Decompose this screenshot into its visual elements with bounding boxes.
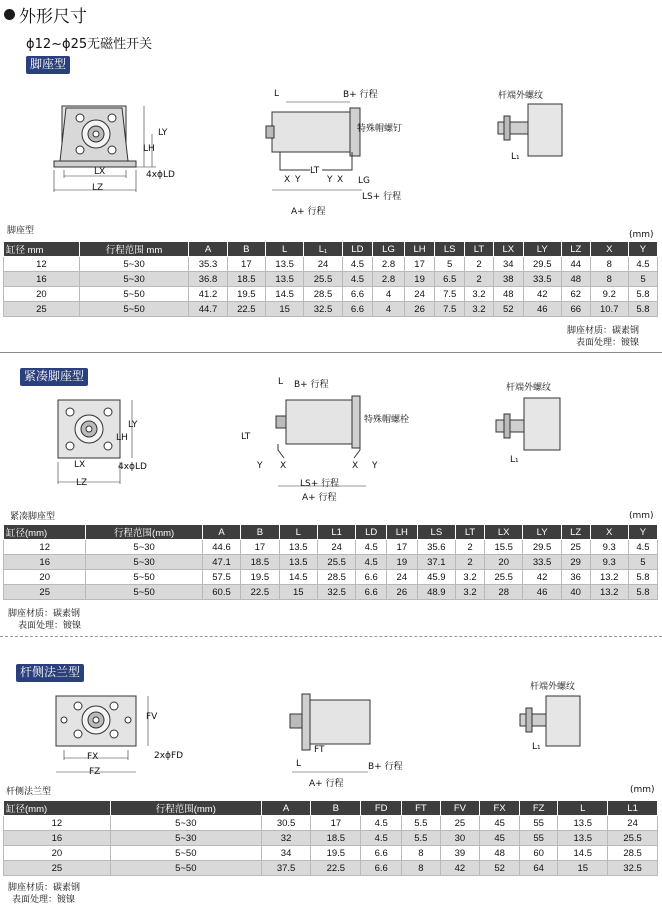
table-cell: 6.6 [342,287,373,302]
foot-caption: 脚座型 [7,226,35,236]
table-cell: 9.2 [590,287,628,302]
table-cell: 47.1 [202,555,240,570]
table-row [4,585,658,600]
table-cell: 6.6 [356,585,387,600]
table-cell: 52 [493,302,523,317]
table-cell: 18.5 [241,555,279,570]
flange-front-view [52,690,162,785]
table-cell: 6.6 [361,861,402,876]
table-cell: 5 [628,272,657,287]
table-cell: 37.1 [417,555,455,570]
table-cell: 15 [279,585,317,600]
table-cell: 44.6 [202,540,240,555]
table-cell: 36 [561,570,590,585]
table-cell: 13.5 [266,257,304,272]
table-cell: 4.5 [342,257,373,272]
table-cell: 5.8 [628,570,657,585]
page-subtitle: ϕ12~ϕ25无磁性开关 [26,37,153,52]
table-cell: 16 [4,555,86,570]
compact-caption: 紧凑脚座型 [10,512,56,522]
table-cell: 16 [4,831,111,846]
table-row [4,272,658,287]
table-cell: 39 [440,846,480,861]
table-cell: 5.8 [628,585,657,600]
table-cell: 22.5 [311,861,361,876]
compact-notes: 脚座材质：碳素钢 表面处理：镀镍 [8,609,82,631]
table-cell: 12 [4,257,80,272]
table-cell: 22.5 [241,585,279,600]
table-cell: 5~30 [79,257,189,272]
table-cell: 25.5 [485,570,523,585]
flange-notes: 脚座材质：碳素钢 表面处理：镀镍 [8,883,81,905]
table-cell: 26 [387,585,418,600]
table-cell: 25 [440,816,480,831]
table-cell: 12 [4,540,86,555]
table-cell: 32.5 [608,861,658,876]
table-cell: 48 [493,287,523,302]
table-cell: 5~50 [110,846,261,861]
flange-badge: 杆侧法兰型 [16,664,84,682]
table-cell: 46 [523,585,561,600]
table-cell: 24 [608,816,658,831]
table-row [4,831,658,846]
table-cell: 45 [480,831,520,846]
table-cell: 8 [402,861,440,876]
table-cell: 44.7 [189,302,227,317]
table-header-row: 缸径(mm) 行程范围(mm) A B L L1 LD LH LS LT LX LY LZ X Y [4,525,658,540]
table-cell: 4 [373,287,405,302]
table-cell: 45.9 [417,570,455,585]
table-cell: 34 [493,257,523,272]
table-cell: 8 [590,272,628,287]
table-cell: 41.2 [189,287,227,302]
table-cell: 37.5 [261,861,311,876]
compact-front-view [48,396,158,486]
table-cell: 6.6 [356,570,387,585]
table-row [4,540,658,555]
table-cell: 33.5 [523,272,561,287]
table-cell: 4.5 [628,257,657,272]
table-cell: 28.5 [608,846,658,861]
table-cell: 2 [465,257,494,272]
table-cell: 62 [561,287,590,302]
table-cell: 8 [590,257,628,272]
table-cell: 4.5 [628,540,657,555]
table-cell: 36.8 [189,272,227,287]
table-cell: 52 [480,861,520,876]
table-cell: 5.5 [402,816,440,831]
table-cell: 48.9 [417,585,455,600]
table-cell: 4 [373,302,405,317]
table-header-row: 缸径 mm 行程范围 mm A B L L₁ LD LG LH LS LT LX LY LZ X Y [4,242,658,257]
table-cell: 28 [485,585,523,600]
table-cell: 32.5 [304,302,342,317]
table-cell: 4.5 [356,540,387,555]
table-row [4,287,658,302]
table-cell: 14.5 [266,287,304,302]
table-cell: 42 [523,570,561,585]
table-cell: 45 [480,816,520,831]
table-row [4,555,658,570]
table-cell: 5 [435,257,465,272]
table-cell: 5~50 [79,287,189,302]
table-cell: 18.5 [311,831,361,846]
bullet-icon [4,9,15,20]
compact-table [3,524,658,600]
table-cell: 13.2 [590,585,628,600]
compact-badge: 紧凑脚座型 [20,368,88,386]
table-cell: 4.5 [356,555,387,570]
table-cell: 60 [519,846,557,861]
table-cell: 15.5 [485,540,523,555]
table-cell: 20 [4,570,86,585]
table-cell: 19 [387,555,418,570]
page-title: 外形尺寸 [4,2,87,27]
table-cell: 4.5 [361,831,402,846]
table-cell: 2 [465,272,494,287]
table-cell: 3.2 [456,585,485,600]
foot-table [3,241,658,317]
table-cell: 25 [4,585,86,600]
table-cell: 24 [317,540,355,555]
table-cell: 13.5 [558,816,608,831]
table-cell: 17 [241,540,279,555]
section-divider [0,352,662,353]
table-cell: 55 [519,816,557,831]
table-cell: 28.5 [304,287,342,302]
table-cell: 26 [404,302,435,317]
table-cell: 10.7 [590,302,628,317]
table-cell: 9.3 [590,555,628,570]
table-cell: 25.5 [317,555,355,570]
flange-thread-detail [516,692,586,752]
table-cell: 32 [261,831,311,846]
table-cell: 5~50 [86,570,202,585]
table-cell: 5~50 [110,861,261,876]
table-cell: 64 [519,861,557,876]
table-cell: 2 [456,540,485,555]
flange-side-view [282,690,392,790]
table-cell: 22.5 [227,302,265,317]
table-cell: 19.5 [311,846,361,861]
table-cell: 9.3 [590,540,628,555]
foot-thread-detail [494,98,574,168]
table-cell: 5 [628,555,657,570]
table-cell: 5~50 [86,585,202,600]
table-cell: 4.5 [342,272,373,287]
table-cell: 55 [519,831,557,846]
table-cell: 14.5 [558,846,608,861]
table-row [4,257,658,272]
table-row [4,302,658,317]
table-cell: 46 [523,302,561,317]
table-cell: 24 [304,257,342,272]
table-cell: 29 [561,555,590,570]
table-cell: 25.5 [304,272,342,287]
table-cell: 20 [485,555,523,570]
table-header-row: 缸径(mm) 行程范围(mm) A B FD FT FV FX FZ L L1 [4,801,658,816]
table-cell: 25.5 [608,831,658,846]
table-cell: 24 [404,287,435,302]
table-cell: 17 [311,816,361,831]
foot-notes: 脚座材质：碳素钢 表面处理：镀镍 [567,326,640,348]
table-cell: 35.3 [189,257,227,272]
table-cell: 3.2 [456,570,485,585]
table-cell: 34 [261,846,311,861]
table-cell: 5~30 [86,555,202,570]
foot-front-view [40,90,200,200]
table-cell: 18.5 [227,272,265,287]
table-cell: 33.5 [523,555,561,570]
table-cell: 42 [523,287,561,302]
table-cell: 14.5 [279,570,317,585]
table-cell: 7.5 [435,287,465,302]
table-cell: 30 [440,831,480,846]
table-cell: 5~50 [79,302,189,317]
table-cell: 5~30 [79,272,189,287]
table-cell: 8 [402,846,440,861]
table-cell: 20 [4,846,111,861]
table-cell: 19 [404,272,435,287]
table-cell: 19.5 [227,287,265,302]
table-cell: 5.5 [402,831,440,846]
table-cell: 5~30 [110,831,261,846]
table-cell: 20 [4,287,80,302]
table-cell: 28.5 [317,570,355,585]
table-cell: 17 [387,540,418,555]
table-cell: 2 [456,555,485,570]
table-cell: 25 [4,861,111,876]
table-row [4,846,658,861]
table-row [4,570,658,585]
table-cell: 32.5 [317,585,355,600]
table-row [4,861,658,876]
table-cell: 40 [561,585,590,600]
compact-thread-detail [492,392,572,462]
table-cell: 42 [440,861,480,876]
flange-caption: 杆侧法兰型 [6,787,52,797]
table-cell: 5.8 [628,302,657,317]
table-cell: 5.8 [628,287,657,302]
table-cell: 15 [266,302,304,317]
table-cell: 13.2 [590,570,628,585]
table-cell: 12 [4,816,111,831]
table-cell: 3.2 [465,302,494,317]
table-cell: 4.5 [361,816,402,831]
table-cell: 7.5 [435,302,465,317]
table-cell: 30.5 [261,816,311,831]
table-cell: 6.6 [342,302,373,317]
table-cell: 57.5 [202,570,240,585]
section-divider [0,636,662,637]
table-cell: 13.5 [279,555,317,570]
table-cell: 13.5 [558,831,608,846]
table-cell: 17 [404,257,435,272]
table-row [4,816,658,831]
table-cell: 29.5 [523,257,561,272]
flange-table [3,800,658,876]
table-cell: 13.5 [266,272,304,287]
table-cell: 48 [480,846,520,861]
table-cell: 5~30 [110,816,261,831]
table-cell: 35.6 [417,540,455,555]
table-cell: 66 [561,302,590,317]
table-cell: 6.6 [361,846,402,861]
table-cell: 15 [558,861,608,876]
table-cell: 19.5 [241,570,279,585]
table-cell: 29.5 [523,540,561,555]
table-cell: 60.5 [202,585,240,600]
table-cell: 13.5 [279,540,317,555]
table-cell: 25 [561,540,590,555]
table-cell: 24 [387,570,418,585]
table-cell: 2.8 [373,257,405,272]
table-cell: 38 [493,272,523,287]
table-cell: 17 [227,257,265,272]
table-cell: 6.5 [435,272,465,287]
table-cell: 3.2 [465,287,494,302]
table-cell: 16 [4,272,80,287]
table-cell: 25 [4,302,80,317]
table-cell: 44 [561,257,590,272]
table-cell: 2.8 [373,272,405,287]
foot-badge: 脚座型 [26,56,70,74]
table-cell: 5~30 [86,540,202,555]
table-cell: 48 [561,272,590,287]
